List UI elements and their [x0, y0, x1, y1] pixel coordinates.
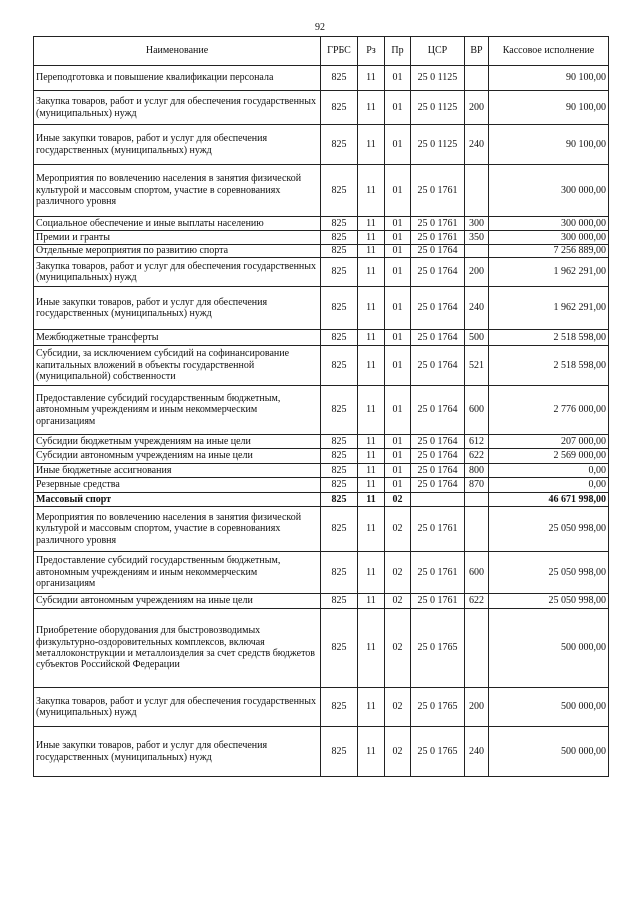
row-vr: 200	[465, 91, 489, 125]
row-amount: 1 962 291,00	[489, 258, 609, 287]
row-name: Межбюджетные трансферты	[34, 330, 321, 346]
table-row	[34, 346, 609, 386]
row-csr: 25 0 1764	[411, 245, 465, 258]
row-amount: 7 256 889,00	[489, 245, 609, 258]
row-amount: 90 100,00	[489, 125, 609, 165]
table-row	[34, 231, 609, 245]
row-rz: 11	[358, 346, 385, 386]
row-pr: 02	[385, 493, 411, 507]
row-grbs: 825	[321, 165, 358, 217]
table-row	[34, 727, 609, 777]
row-grbs: 825	[321, 330, 358, 346]
table-row	[34, 217, 609, 231]
row-csr: 25 0 1764	[411, 435, 465, 449]
row-vr	[465, 66, 489, 91]
row-grbs: 825	[321, 552, 358, 594]
table-row	[34, 688, 609, 727]
table-row	[34, 66, 609, 91]
row-name: Субсидии автономным учреждениям на иные цели	[34, 449, 321, 464]
row-vr	[465, 245, 489, 258]
row-vr: 240	[465, 727, 489, 777]
column-header-csr: ЦСР	[411, 37, 465, 66]
row-vr: 622	[465, 594, 489, 609]
row-pr: 02	[385, 727, 411, 777]
table-row	[34, 435, 609, 449]
row-pr: 01	[385, 258, 411, 287]
row-pr: 01	[385, 449, 411, 464]
row-rz: 11	[358, 507, 385, 552]
row-vr: 521	[465, 346, 489, 386]
row-grbs: 825	[321, 478, 358, 493]
row-pr: 01	[385, 330, 411, 346]
row-csr: 25 0 1764	[411, 330, 465, 346]
row-name: Субсидии бюджетным учреждениям на иные цели	[34, 435, 321, 449]
row-rz: 11	[358, 386, 385, 435]
row-vr: 600	[465, 386, 489, 435]
row-pr: 02	[385, 594, 411, 609]
table-row	[34, 245, 609, 258]
row-pr: 01	[385, 435, 411, 449]
row-csr: 25 0 1761	[411, 594, 465, 609]
row-amount: 25 050 998,00	[489, 507, 609, 552]
row-vr	[465, 609, 489, 688]
row-grbs: 825	[321, 231, 358, 245]
table-row	[34, 330, 609, 346]
row-rz: 11	[358, 688, 385, 727]
row-name: Иные закупки товаров, работ и услуг для обеспечения государственных (муниципальных) нужд	[34, 727, 321, 777]
table-row	[34, 165, 609, 217]
row-name: Закупка товаров, работ и услуг для обеспечения государственных (муниципальных) нужд	[34, 91, 321, 125]
row-rz: 11	[358, 435, 385, 449]
table-row	[34, 125, 609, 165]
row-pr: 01	[385, 66, 411, 91]
row-csr: 25 0 1765	[411, 727, 465, 777]
row-grbs: 825	[321, 66, 358, 91]
row-rz: 11	[358, 66, 385, 91]
row-csr: 25 0 1764	[411, 478, 465, 493]
row-grbs: 825	[321, 287, 358, 330]
column-header-vr: ВР	[465, 37, 489, 66]
row-name: Социальное обеспечение и иные выплаты населению	[34, 217, 321, 231]
row-name: Закупка товаров, работ и услуг для обеспечения государственных (муниципальных) нужд	[34, 258, 321, 287]
row-vr	[465, 507, 489, 552]
row-pr: 02	[385, 609, 411, 688]
row-csr: 25 0 1765	[411, 609, 465, 688]
row-grbs: 825	[321, 217, 358, 231]
row-grbs: 825	[321, 449, 358, 464]
row-amount: 500 000,00	[489, 609, 609, 688]
row-csr: 25 0 1125	[411, 66, 465, 91]
row-name: Мероприятия по вовлечению населения в занятия физической культурой и массовым спортом, участие в соревнованиях различного уровня	[34, 507, 321, 552]
row-rz: 11	[358, 287, 385, 330]
row-amount: 2 569 000,00	[489, 449, 609, 464]
row-rz: 11	[358, 217, 385, 231]
row-name: Премии и гранты	[34, 231, 321, 245]
row-vr	[465, 165, 489, 217]
table-row	[34, 386, 609, 435]
row-name: Резервные средства	[34, 478, 321, 493]
row-csr: 25 0 1125	[411, 91, 465, 125]
row-csr: 25 0 1761	[411, 231, 465, 245]
row-rz: 11	[358, 552, 385, 594]
row-vr: 800	[465, 464, 489, 478]
row-grbs: 825	[321, 91, 358, 125]
row-pr: 01	[385, 125, 411, 165]
row-name: Предоставление субсидий государственным бюджетным, автономным учреждениям и иным некоммерческим организациям	[34, 552, 321, 594]
row-rz: 11	[358, 258, 385, 287]
page-number: 92	[315, 22, 325, 33]
row-rz: 11	[358, 231, 385, 245]
row-rz: 11	[358, 245, 385, 258]
row-vr: 300	[465, 217, 489, 231]
row-pr: 01	[385, 386, 411, 435]
table-row	[34, 258, 609, 287]
row-amount: 300 000,00	[489, 165, 609, 217]
row-rz: 11	[358, 493, 385, 507]
row-pr: 02	[385, 507, 411, 552]
row-name: Иные бюджетные ассигнования	[34, 464, 321, 478]
row-rz: 11	[358, 165, 385, 217]
row-rz: 11	[358, 125, 385, 165]
table-row	[34, 594, 609, 609]
row-amount: 500 000,00	[489, 688, 609, 727]
table-row	[34, 287, 609, 330]
table-row	[34, 91, 609, 125]
row-pr: 01	[385, 245, 411, 258]
row-name: Отдельные мероприятия по развитию спорта	[34, 245, 321, 258]
row-grbs: 825	[321, 727, 358, 777]
row-rz: 11	[358, 478, 385, 493]
row-rz: 11	[358, 594, 385, 609]
row-csr: 25 0 1764	[411, 449, 465, 464]
budget-table	[33, 36, 609, 777]
table-row	[34, 449, 609, 464]
row-amount: 2 518 598,00	[489, 330, 609, 346]
row-vr: 600	[465, 552, 489, 594]
row-vr	[465, 493, 489, 507]
row-rz: 11	[358, 330, 385, 346]
row-name: Предоставление субсидий государственным бюджетным, автономным учреждениям и иным некоммерческим организациям	[34, 386, 321, 435]
row-grbs: 825	[321, 386, 358, 435]
row-pr: 01	[385, 346, 411, 386]
row-pr: 01	[385, 231, 411, 245]
row-csr: 25 0 1764	[411, 287, 465, 330]
table-body	[34, 66, 609, 777]
row-name: Иные закупки товаров, работ и услуг для обеспечения государственных (муниципальных) нужд	[34, 125, 321, 165]
row-grbs: 825	[321, 435, 358, 449]
row-csr: 25 0 1761	[411, 217, 465, 231]
row-amount: 500 000,00	[489, 727, 609, 777]
row-grbs: 825	[321, 464, 358, 478]
column-header-pr: Пр	[385, 37, 411, 66]
row-vr: 200	[465, 258, 489, 287]
row-name: Приобретение оборудования для быстровозводимых физкультурно-оздоровительных комплексов, включая металлоконструкции и металлоизделия за счет средств бюджетов субъектов Российской Федерации	[34, 609, 321, 688]
row-vr: 350	[465, 231, 489, 245]
row-pr: 01	[385, 464, 411, 478]
row-grbs: 825	[321, 125, 358, 165]
row-amount: 300 000,00	[489, 217, 609, 231]
row-amount: 300 000,00	[489, 231, 609, 245]
row-amount: 207 000,00	[489, 435, 609, 449]
row-vr: 612	[465, 435, 489, 449]
row-name: Массовый спорт	[34, 493, 321, 507]
row-grbs: 825	[321, 346, 358, 386]
table-row	[34, 609, 609, 688]
table-row	[34, 552, 609, 594]
row-pr: 01	[385, 217, 411, 231]
row-grbs: 825	[321, 493, 358, 507]
row-pr: 01	[385, 91, 411, 125]
row-grbs: 825	[321, 688, 358, 727]
row-csr: 25 0 1761	[411, 165, 465, 217]
row-rz: 11	[358, 727, 385, 777]
row-grbs: 825	[321, 245, 358, 258]
row-amount: 1 962 291,00	[489, 287, 609, 330]
row-amount: 90 100,00	[489, 66, 609, 91]
row-name: Иные закупки товаров, работ и услуг для обеспечения государственных (муниципальных) нужд	[34, 287, 321, 330]
row-name: Переподготовка и повышение квалификации персонала	[34, 66, 321, 91]
row-amount: 0,00	[489, 464, 609, 478]
row-name: Закупка товаров, работ и услуг для обеспечения государственных (муниципальных) нужд	[34, 688, 321, 727]
row-grbs: 825	[321, 594, 358, 609]
row-pr: 01	[385, 165, 411, 217]
row-csr	[411, 493, 465, 507]
row-amount: 46 671 998,00	[489, 493, 609, 507]
row-name: Мероприятия по вовлечению населения в занятия физической культурой и массовым спортом, участие в соревнованиях различного уровня	[34, 165, 321, 217]
row-csr: 25 0 1761	[411, 507, 465, 552]
column-header-name: Наименование	[34, 37, 321, 66]
row-grbs: 825	[321, 609, 358, 688]
row-amount: 25 050 998,00	[489, 594, 609, 609]
row-amount: 2 518 598,00	[489, 346, 609, 386]
row-vr: 500	[465, 330, 489, 346]
row-name: Субсидии автономным учреждениям на иные цели	[34, 594, 321, 609]
row-pr: 02	[385, 552, 411, 594]
row-rz: 11	[358, 464, 385, 478]
row-vr: 200	[465, 688, 489, 727]
row-vr: 622	[465, 449, 489, 464]
row-pr: 02	[385, 688, 411, 727]
row-pr: 01	[385, 478, 411, 493]
row-vr: 240	[465, 287, 489, 330]
column-header-rz: Рз	[358, 37, 385, 66]
row-amount: 25 050 998,00	[489, 552, 609, 594]
table-row	[34, 464, 609, 478]
column-header-grbs: ГРБС	[321, 37, 358, 66]
row-grbs: 825	[321, 507, 358, 552]
row-grbs: 825	[321, 258, 358, 287]
row-csr: 25 0 1125	[411, 125, 465, 165]
row-rz: 11	[358, 609, 385, 688]
row-csr: 25 0 1765	[411, 688, 465, 727]
row-rz: 11	[358, 449, 385, 464]
row-amount: 2 776 000,00	[489, 386, 609, 435]
row-amount: 90 100,00	[489, 91, 609, 125]
row-csr: 25 0 1761	[411, 552, 465, 594]
row-rz: 11	[358, 91, 385, 125]
row-vr: 240	[465, 125, 489, 165]
row-vr: 870	[465, 478, 489, 493]
header-row	[34, 37, 609, 66]
table-row	[34, 478, 609, 493]
column-header-amount: Кассовое исполнение	[489, 37, 609, 66]
row-name: Субсидии, за исключением субсидий на софинансирование капитальных вложений в объекты государственной (муниципальной) собственности	[34, 346, 321, 386]
row-csr: 25 0 1764	[411, 464, 465, 478]
row-csr: 25 0 1764	[411, 258, 465, 287]
row-pr: 01	[385, 287, 411, 330]
table-row	[34, 507, 609, 552]
table-row	[34, 493, 609, 507]
row-csr: 25 0 1764	[411, 346, 465, 386]
row-amount: 0,00	[489, 478, 609, 493]
row-csr: 25 0 1764	[411, 386, 465, 435]
